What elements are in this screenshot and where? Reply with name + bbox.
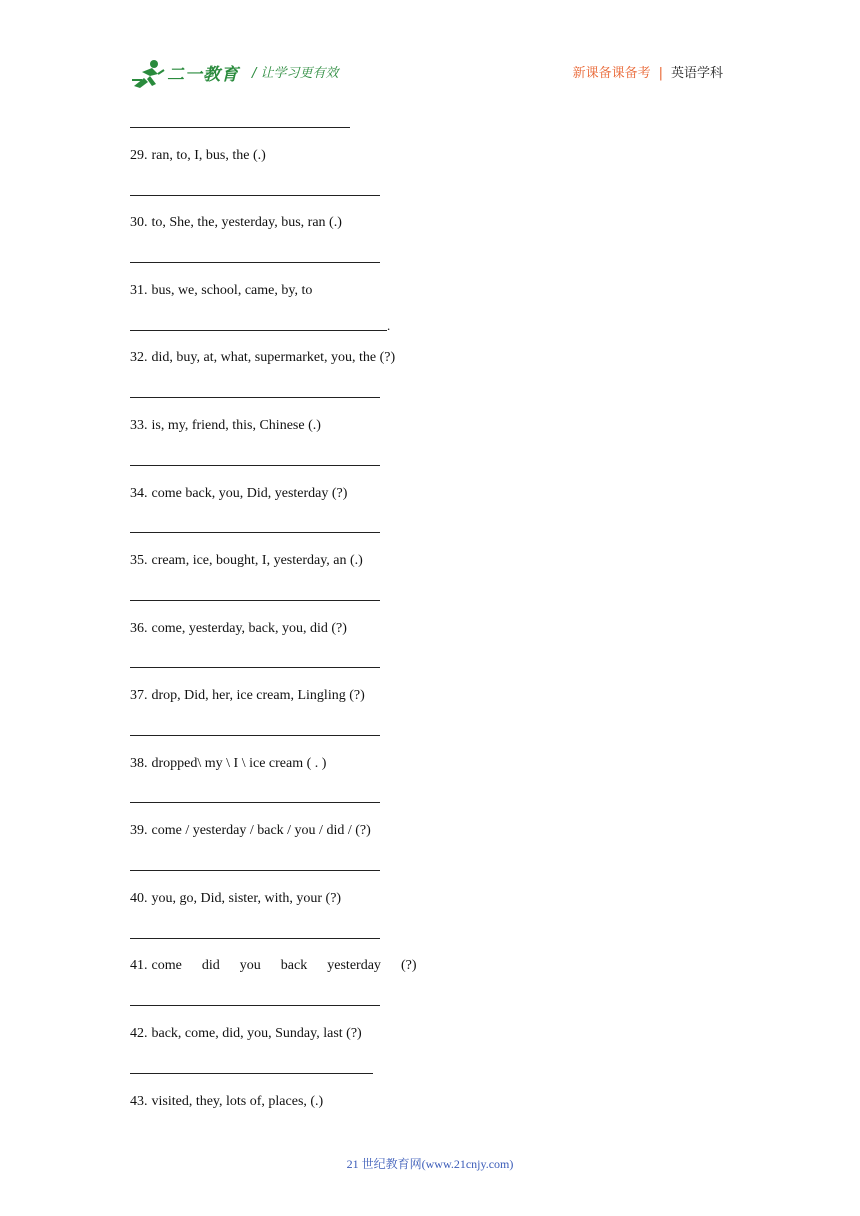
answer-line[interactable] xyxy=(130,600,380,601)
question-number: 30. xyxy=(130,215,148,230)
answer-line[interactable] xyxy=(130,938,380,939)
question-32 xyxy=(130,350,395,366)
question-text: back, come, did, you, Sunday, last (?) xyxy=(151,1026,362,1041)
answer-line[interactable] xyxy=(130,667,380,668)
question-number: 36. xyxy=(130,621,148,636)
question-text: visited, they, lots of, places, (.) xyxy=(151,1094,324,1109)
question-text: dropped\ my \ I \ ice cream ( . ) xyxy=(151,756,327,771)
question-number: 31. xyxy=(130,283,148,298)
question-number: 39. xyxy=(130,823,148,838)
question-number: 35. xyxy=(130,553,148,568)
question-33 xyxy=(130,418,321,434)
question-number: 40. xyxy=(130,891,148,906)
question-40 xyxy=(130,891,341,907)
question-text: come did you back yesterday (?) xyxy=(151,958,417,973)
answer-line[interactable] xyxy=(130,262,380,263)
question-number: 37. xyxy=(130,688,148,703)
question-35 xyxy=(130,553,363,569)
question-36 xyxy=(130,621,347,637)
question-text: to, She, the, yesterday, bus, ran (.) xyxy=(151,215,342,230)
brand-name: 二一教育 xyxy=(167,65,239,85)
question-38 xyxy=(130,756,326,772)
course-label: 新课备课备考 xyxy=(572,66,651,81)
answer-line[interactable] xyxy=(130,802,380,803)
answer-line[interactable] xyxy=(130,1073,373,1074)
question-text: come back, you, Did, yesterday (?) xyxy=(151,486,348,501)
question-number: 33. xyxy=(130,418,148,433)
question-text: come / yesterday / back / you / did / (?) xyxy=(151,823,371,838)
question-text: ran, to, I, bus, the (.) xyxy=(151,148,266,163)
question-34 xyxy=(130,486,347,502)
question-number: 34. xyxy=(130,486,148,501)
subject-label: 英语学科 xyxy=(670,66,723,81)
answer-line[interactable] xyxy=(130,330,387,331)
question-37 xyxy=(130,688,365,704)
question-31-period: . xyxy=(387,318,391,333)
question-30 xyxy=(130,215,342,231)
question-number: 41. xyxy=(130,958,148,973)
question-number: 29. xyxy=(130,148,148,163)
question-31 xyxy=(130,283,312,299)
question-number: 43. xyxy=(130,1094,148,1109)
slogan: / 让学习更有效 xyxy=(252,66,339,81)
question-text: cream, ice, bought, I, yesterday, an (.) xyxy=(151,553,363,568)
question-text: you, go, Did, sister, with, your (?) xyxy=(151,891,342,906)
answer-line[interactable] xyxy=(130,532,380,533)
question-43 xyxy=(130,1094,323,1110)
question-number: 32. xyxy=(130,350,148,365)
question-text: did, buy, at, what, supermarket, you, the (?) xyxy=(151,350,396,365)
question-29 xyxy=(130,148,266,164)
answer-line[interactable] xyxy=(130,735,380,736)
question-39 xyxy=(130,823,371,839)
footer: 21 世纪教育网(www.21cnjy.com) xyxy=(346,1157,514,1171)
answer-line[interactable] xyxy=(130,127,350,128)
answer-line[interactable] xyxy=(130,465,380,466)
answer-line[interactable] xyxy=(130,1005,380,1006)
header-separator: | xyxy=(658,66,663,81)
question-number: 38. xyxy=(130,756,148,771)
answer-line[interactable] xyxy=(130,870,380,871)
answer-line[interactable] xyxy=(130,195,380,196)
question-41 xyxy=(130,958,417,974)
question-text: come, yesterday, back, you, did (?) xyxy=(151,621,347,636)
question-text: drop, Did, her, ice cream, Lingling (?) xyxy=(151,688,365,703)
runner-logo-icon xyxy=(130,58,166,90)
answer-line[interactable] xyxy=(130,397,380,398)
header-right xyxy=(573,62,723,81)
question-text: is, my, friend, this, Chinese (.) xyxy=(151,418,321,433)
question-number: 42. xyxy=(130,1026,148,1041)
question-42 xyxy=(130,1026,362,1042)
question-text: bus, we, school, came, by, to xyxy=(151,283,313,298)
